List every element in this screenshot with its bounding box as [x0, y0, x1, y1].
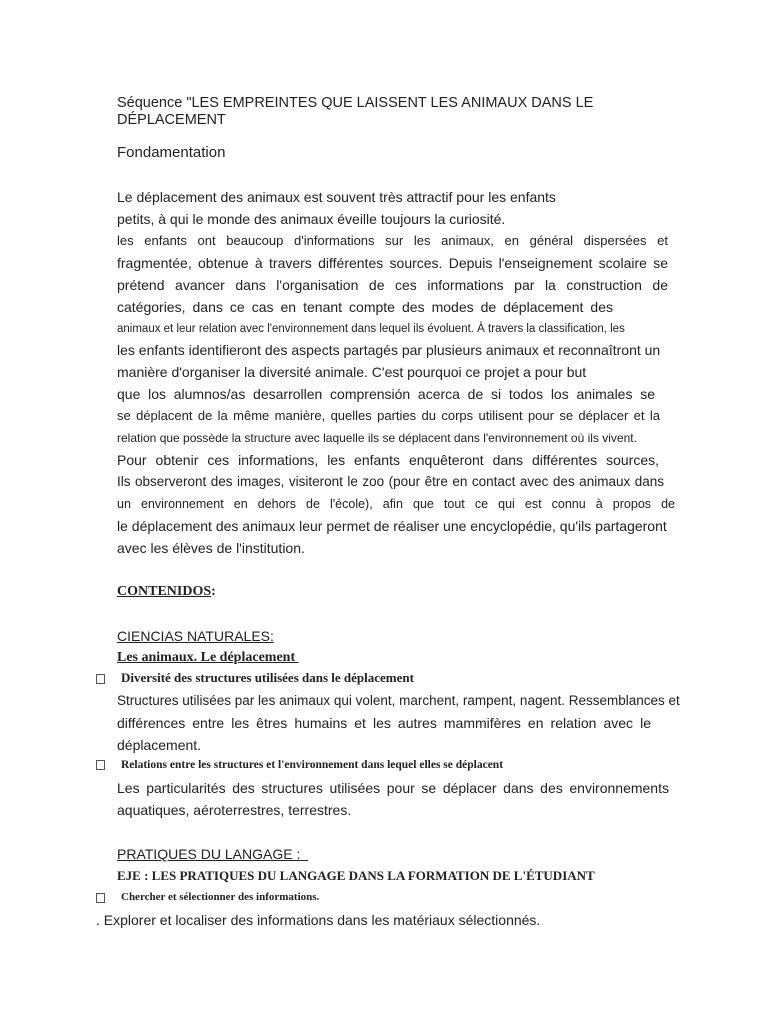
- paragraph-line: Le déplacement des animaux est souvent très attractif pour les enfants: [117, 189, 556, 205]
- paragraph-line: les enfants identifieront des aspects partagés par plusieurs animaux et reconnaîtront un: [117, 342, 661, 358]
- pratiques-heading: [117, 845, 668, 863]
- eje-heading: EJE : LES PRATIQUES DU LANGAGE DANS LA FORMATION DE L'ÉTUDIANT: [117, 868, 595, 883]
- bullet-text-line: Structures utilisées par les animaux qui volent, marchent, rampent, nagent. Ressemblances et: [117, 693, 680, 708]
- paragraph-line: un environnement en dehors de l'école), afin que tout ce qui est connu à propos de: [117, 497, 675, 511]
- paragraph-line: relation que possède la structure avec laquelle ils se déplacent dans l'environnement où ils vivent.: [117, 431, 637, 445]
- paragraph-line: les enfants ont beaucoup d'informations sur les animaux, en général dispersées et: [117, 233, 668, 248]
- bullet-text-line: Les particularités des structures utilisées pour se déplacer dans des environnements: [117, 780, 669, 796]
- checkbox-bullet-icon: [96, 760, 105, 770]
- pratiques-heading-text: PRATIQUES DU LANGAGE :: [117, 846, 301, 862]
- ciencias-subheading-text: Les animaux. Le déplacement: [117, 650, 296, 665]
- checkbox-bullet-icon: [96, 674, 105, 684]
- bullet-text-line: différences entre les êtres humains et les autres mammifères en relation avec le: [117, 715, 651, 731]
- paragraph-line: le déplacement des animaux leur permet de réaliser une encyclopédie, qu'ils partageront: [117, 518, 667, 534]
- checkbox-bullet-icon: [96, 893, 105, 903]
- bullet-title: Chercher et sélectionner des informations.: [121, 891, 320, 903]
- bullet-text-line: aquatiques, aéroterrestres, terrestres.: [117, 802, 352, 818]
- paragraph-line: manière d'organiser la diversité animale. C'est pourquoi ce projet a pour but: [117, 364, 587, 380]
- bullet-title: Relations entre les structures et l'environnement dans lequel elles se déplacent: [121, 759, 504, 771]
- paragraph-line: prétend avancer dans l'organisation de ces informations par la construction de: [117, 277, 668, 293]
- paragraph-line: fragmentée, obtenue à travers différentes sources. Depuis l'enseignement scolaire se: [117, 255, 668, 271]
- underline-fill: [295, 649, 335, 667]
- paragraph-line: se déplacent de la même manière, quelles parties du corps utilisent pour se déplacer et la: [117, 408, 660, 423]
- ciencias-heading: CIENCIAS NATURALES:: [117, 628, 274, 644]
- paragraph-line: petits, à qui le monde des animaux éveille toujours la curiosité.: [117, 211, 506, 227]
- paragraph-line: Ils observeront des images, visiteront le zoo (pour être en contact avec des animaux dans: [117, 474, 664, 489]
- paragraph-line: animaux et leur relation avec l'environnement dans lequel ils évoluent. À travers la classification, les: [117, 323, 625, 335]
- contenidos-colon: :: [211, 584, 216, 599]
- ciencias-subheading: [117, 649, 668, 667]
- bullet-title: Diversité des structures utilisées dans le déplacement: [121, 670, 414, 685]
- section-heading: Fondamentation: [117, 144, 226, 161]
- paragraph-line: catégories, dans ce cas en tenant compte des modes de déplacement des: [117, 299, 613, 315]
- paragraph-line: Pour obtenir ces informations, les enfants enquêteront dans différentes sources,: [117, 452, 659, 468]
- bullet-text-line: déplacement.: [117, 737, 202, 753]
- paragraph-line: avec les élèves de l'institution.: [117, 540, 305, 556]
- contenidos-label: CONTENIDOS: [117, 584, 212, 599]
- last-line: . Explorer et localiser des informations dans les matériaux sélectionnés.: [96, 912, 541, 928]
- contenidos-heading: [117, 583, 668, 601]
- doc-title-line-1: Séquence "LES EMPREINTES QUE LAISSENT LES ANIMAUX DANS LE: [117, 95, 594, 111]
- paragraph-line: que los alumnos/as desarrollen comprensión acerca de si todos los animales se: [117, 386, 655, 402]
- doc-title-line-2: DÉPLACEMENT: [117, 112, 226, 128]
